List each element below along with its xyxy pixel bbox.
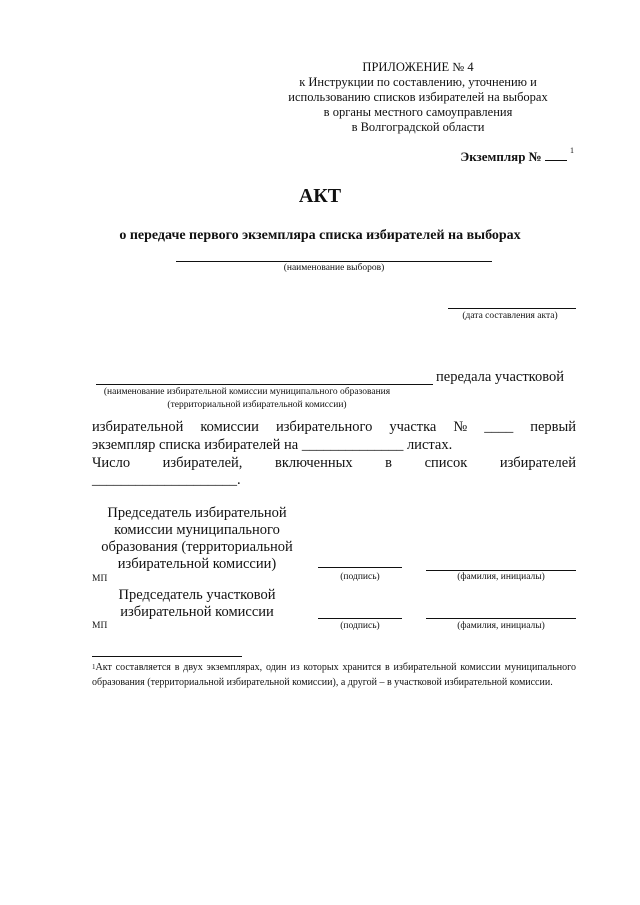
- footnote-divider: [92, 656, 242, 657]
- word: первый: [530, 419, 576, 435]
- surname-caption: (фамилия, инициалы): [457, 621, 545, 631]
- chair-precinct-title: [92, 587, 302, 621]
- footnote: [92, 660, 576, 690]
- word: в: [385, 455, 393, 471]
- copy-number: [460, 146, 574, 165]
- stamp-label: МП: [92, 574, 108, 584]
- footnote-mark: 1: [92, 663, 96, 671]
- election-name-line[interactable]: [176, 261, 492, 262]
- appendix-line: ПРИЛОЖЕНИЕ № 4: [362, 60, 474, 74]
- chair-precinct-line: избирательной комиссии: [120, 604, 274, 620]
- word: Число: [92, 455, 131, 471]
- appendix-line: использованию списков избирателей на выборах: [288, 90, 548, 104]
- word: №: [453, 419, 468, 435]
- election-name-caption: (наименование выборов): [283, 263, 385, 273]
- word: участка: [389, 419, 437, 435]
- word: включенных: [274, 455, 353, 471]
- appendix-line: в Волгоградской области: [351, 120, 485, 134]
- signature-line[interactable]: [318, 618, 402, 619]
- commission-name-line[interactable]: [96, 384, 433, 385]
- body-line-4: [92, 455, 576, 472]
- appendix-header: [278, 60, 558, 135]
- commission-caption-line1: (наименование избирательной комиссии муниципального образования: [103, 387, 391, 397]
- commission-caption-line2: (территориальной избирательной комиссии): [167, 400, 347, 410]
- word: избирателей: [499, 455, 576, 471]
- document-title: АКТ: [298, 185, 342, 207]
- chair-municipal-line: Председатель избирательной: [107, 505, 287, 521]
- surname-line[interactable]: [426, 570, 576, 571]
- word: избирателей,: [162, 455, 243, 471]
- chair-municipal-title: [92, 505, 302, 573]
- precinct-number-blank[interactable]: ____: [484, 419, 514, 435]
- voters-count-blank[interactable]: ____________________.: [92, 472, 241, 488]
- appendix-line: в органы местного самоуправления: [323, 105, 513, 119]
- signature-caption: (подпись): [340, 572, 380, 582]
- transferred-text: передала участковой: [436, 369, 564, 385]
- stamp-label: МП: [92, 621, 108, 631]
- body-line-2: [92, 419, 576, 436]
- document-subtitle: о передаче первого экземпляра списка избирателей на выборах: [119, 228, 521, 243]
- footnote-mark: 1: [570, 146, 574, 155]
- chair-precinct-line: Председатель участковой: [118, 587, 276, 603]
- copy-number-blank[interactable]: [545, 159, 567, 161]
- surname-line[interactable]: [426, 618, 576, 619]
- surname-caption: (фамилия, инициалы): [457, 572, 545, 582]
- chair-municipal-line: комиссии муниципального: [114, 522, 280, 538]
- word: комиссии: [200, 419, 259, 435]
- signature-line[interactable]: [318, 567, 402, 568]
- chair-municipal-line: избирательной комиссии): [117, 556, 277, 572]
- act-date-caption: (дата составления акта): [462, 311, 558, 321]
- word: список: [424, 455, 468, 471]
- footnote-text: Акт составляется в двух экземплярах, один из которых хранится в избирательной комиссии муниципального образования (территориальной избирательной комиссии), а другой – в участковой избирательной комиссии.: [92, 662, 576, 688]
- appendix-line: к Инструкции по составлению, уточнению и: [299, 75, 537, 89]
- word: избирательной: [92, 419, 184, 435]
- word: избирательного: [275, 419, 373, 435]
- chair-municipal-line: образования (территориальной: [101, 539, 293, 555]
- act-date-line[interactable]: [448, 308, 576, 309]
- copy-label: Экземпляр №: [460, 149, 542, 164]
- body-line-3: экземпляр списка избирателей на ______________ листах.: [92, 437, 453, 453]
- signature-caption: (подпись): [340, 621, 380, 631]
